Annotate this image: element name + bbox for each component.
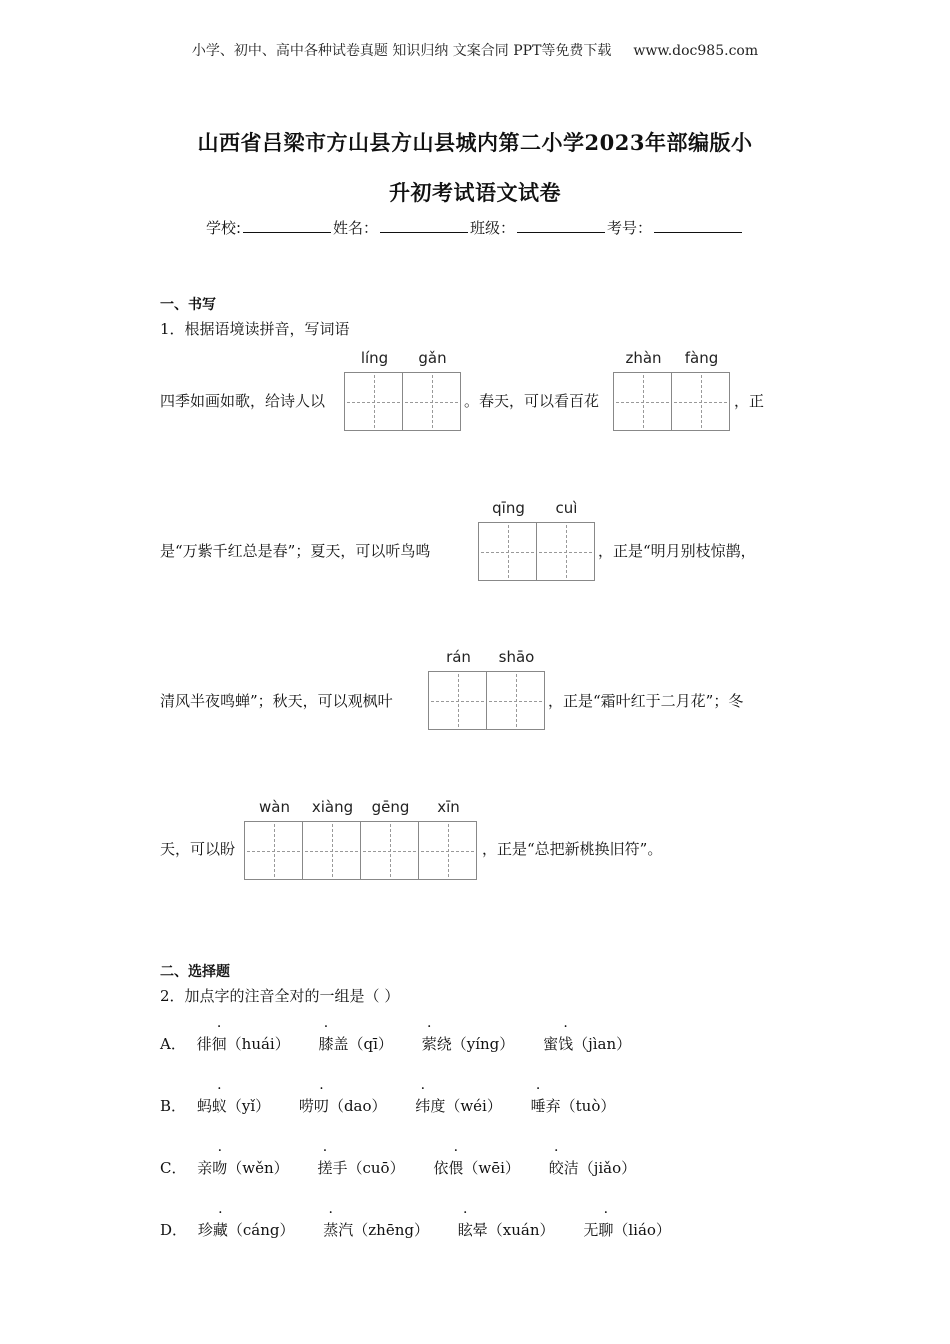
pinyin-label: shāo: [498, 648, 535, 666]
option-a[interactable]: [160, 1033, 649, 1054]
pinyin-label: qīng: [492, 499, 525, 517]
option-item: 亲吻（wěn）: [197, 1159, 289, 1177]
option-item: 徘徊（huái）: [196, 1035, 290, 1053]
dotted-char: 徊: [211, 1035, 227, 1053]
dotted-char: 偎: [448, 1159, 464, 1177]
dotted-char: 膝: [318, 1035, 334, 1053]
question-2-prompt: 2．加点字的注音全对的一组是（ ）: [160, 987, 400, 1005]
writing-cell[interactable]: [302, 798, 361, 880]
pinyin-label: fàng: [684, 349, 719, 367]
pinyin-label: xīn: [437, 798, 460, 816]
option-item: 蒸汽（zhēng）: [323, 1221, 429, 1239]
writing-cell[interactable]: [478, 499, 537, 581]
class-label: 班级：: [470, 219, 516, 237]
header-url: www.doc985.com: [633, 43, 759, 59]
writing-cell[interactable]: [486, 648, 545, 730]
option-item: 搓手（cuō）: [317, 1159, 405, 1177]
option-b[interactable]: [160, 1095, 633, 1116]
option-label: D．: [160, 1221, 188, 1239]
dotted-char: 搓: [317, 1159, 333, 1177]
option-item: 膝盖（qī）: [318, 1035, 393, 1053]
name-blank[interactable]: [380, 218, 468, 233]
section-heading-choice: 二、选择题: [160, 964, 230, 980]
writing-grid-wanxianggengxin[interactable]: [244, 798, 477, 880]
writing-cell[interactable]: [536, 499, 595, 581]
writing-grid-qingcui[interactable]: [478, 499, 595, 581]
header-left-text: 小学、初中、高中各种试卷真题 知识归纳 文案合同 PPT等免费下载: [191, 43, 612, 59]
row2-text-a: 是“万紫千红总是春”；夏天，可以听鸟鸣: [160, 542, 431, 560]
option-item: 无聊（liáo）: [583, 1221, 671, 1239]
option-label: A．: [160, 1035, 186, 1053]
section-heading-writing: 一、书写: [160, 297, 216, 313]
pinyin-label: xiàng: [311, 798, 354, 816]
exam-title-line1: 山西省吕梁市方山县方山县城内第二小学2023年部编版小: [197, 130, 753, 155]
row1-text-b: 。春天，可以看百花: [464, 392, 600, 410]
number-blank[interactable]: [654, 218, 742, 233]
row4-text-b: ，正是“总把新桃换旧符”。: [482, 840, 663, 858]
dotted-char: 萦: [421, 1035, 437, 1053]
pinyin-label: zhàn: [625, 349, 662, 367]
dotted-char: 眩: [457, 1221, 473, 1239]
dotted-char: 蒸: [323, 1221, 339, 1239]
row3-text-b: ，正是“霜叶红于二月花”；冬: [548, 692, 744, 710]
pinyin-label: líng: [360, 349, 389, 367]
name-label: 姓名：: [333, 219, 379, 237]
row4-text-a: 天，可以盼: [160, 840, 236, 858]
pinyin-label: gēng: [371, 798, 410, 816]
option-item: 珍藏（cáng）: [197, 1221, 295, 1239]
pinyin-label: wàn: [259, 798, 290, 816]
writing-cell[interactable]: [344, 349, 403, 431]
dotted-char: 聊: [598, 1221, 614, 1239]
option-label: C．: [160, 1159, 187, 1177]
dotted-char: 饯: [558, 1035, 574, 1053]
question-1-prompt: 1．根据语境读拼音，写词语: [160, 320, 350, 338]
school-label: 学校:: [205, 219, 241, 237]
exam-title-line2: 升初考试语文试卷: [389, 180, 561, 205]
option-d[interactable]: [160, 1219, 689, 1240]
number-label: 考号：: [607, 219, 653, 237]
writing-cell[interactable]: [360, 798, 419, 880]
option-item: 蜜饯（jìan）: [543, 1035, 632, 1053]
class-blank[interactable]: [517, 218, 605, 233]
dotted-char: 唾: [530, 1097, 546, 1115]
dotted-char: 纬: [415, 1097, 431, 1115]
option-item: 萦绕（yíng）: [421, 1035, 515, 1053]
option-label: B．: [160, 1097, 187, 1115]
option-item: 纬度（wéi）: [415, 1097, 502, 1115]
option-item: 蚂蚁（yǐ）: [196, 1097, 271, 1115]
dotted-char: 蚁: [211, 1097, 227, 1115]
writing-cell[interactable]: [418, 798, 477, 880]
writing-cell[interactable]: [428, 648, 487, 730]
school-blank[interactable]: [243, 218, 331, 233]
row2-text-b: ，正是“明月别枝惊鹊，: [598, 542, 756, 560]
row1-text-a: 四季如画如歌，给诗人以: [160, 392, 326, 410]
option-item: 唠叨（dao）: [298, 1097, 387, 1115]
option-c[interactable]: [160, 1157, 654, 1178]
writing-grid-linggan[interactable]: [344, 349, 461, 431]
dotted-char: 藏: [212, 1221, 228, 1239]
writing-grid-zhanfang[interactable]: [613, 349, 730, 431]
dotted-char: 吻: [212, 1159, 228, 1177]
row3-text-a: 清风半夜鸣蝉”；秋天，可以观枫叶: [160, 692, 393, 710]
writing-cell[interactable]: [402, 349, 461, 431]
writing-cell[interactable]: [671, 349, 730, 431]
pinyin-label: cuì: [555, 499, 578, 517]
pinyin-label: rán: [446, 648, 471, 666]
writing-cell[interactable]: [244, 798, 303, 880]
option-item: 唾弃（tuò）: [530, 1097, 616, 1115]
page-header: [0, 40, 950, 60]
option-item: 皎洁（jiǎo）: [548, 1159, 637, 1177]
option-item: 依偎（wēi）: [433, 1159, 520, 1177]
writing-cell[interactable]: [613, 349, 672, 431]
row1-text-c: ，正: [734, 392, 765, 410]
pinyin-label: gǎn: [418, 349, 447, 367]
dotted-char: 叨: [313, 1097, 329, 1115]
option-item: 眩晕（xuán）: [457, 1221, 555, 1239]
student-info-line: [0, 217, 950, 238]
dotted-char: 皎: [548, 1159, 564, 1177]
writing-grid-ranshao[interactable]: [428, 648, 545, 730]
